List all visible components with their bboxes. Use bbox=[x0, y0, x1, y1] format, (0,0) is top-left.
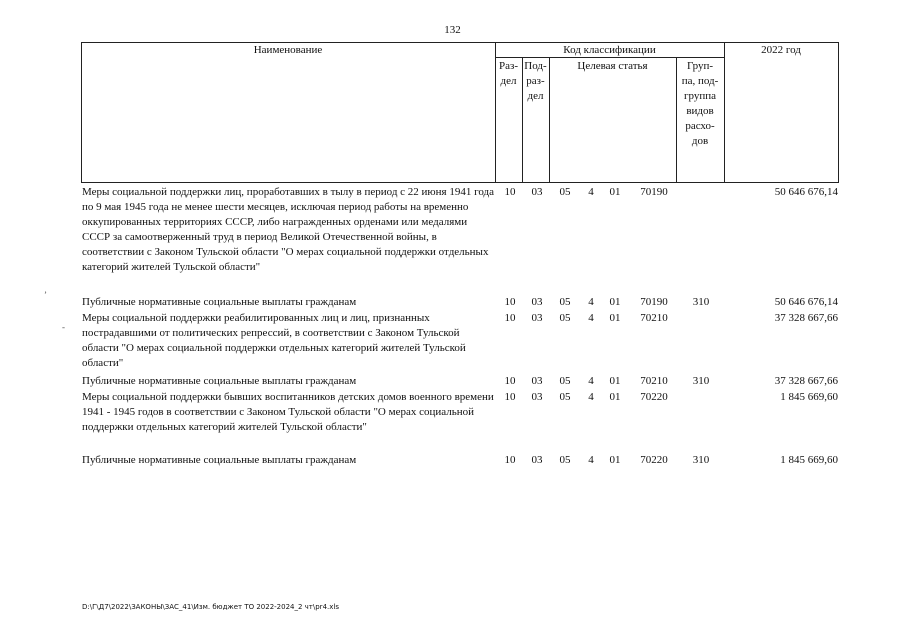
row-cs1: 05 bbox=[559, 391, 571, 403]
row-cs2: 4 bbox=[588, 454, 594, 466]
row-description: Публичные нормативные социальные выплаты гражданам bbox=[82, 296, 357, 308]
row-description: Публичные нормативные социальные выплаты гражданам bbox=[82, 375, 357, 387]
header-code: Код классификации bbox=[563, 44, 656, 56]
row-razdel: 10 bbox=[504, 312, 516, 324]
row-podrazdel: 03 bbox=[531, 391, 543, 403]
row-podrazdel: 03 bbox=[531, 186, 543, 198]
row-podrazdel: 03 bbox=[531, 296, 543, 308]
scan-mark: - bbox=[62, 322, 65, 332]
row-cs2: 4 bbox=[588, 375, 594, 387]
row-group: 310 bbox=[692, 296, 710, 308]
row-cs4: 70190 bbox=[640, 186, 668, 198]
row-razdel: 10 bbox=[504, 454, 516, 466]
row-group: 310 bbox=[692, 454, 710, 466]
page-number: 132 bbox=[444, 24, 461, 36]
row-cs3: 01 bbox=[609, 186, 621, 198]
row-podrazdel: 03 bbox=[531, 375, 543, 387]
row-cs3: 01 bbox=[609, 391, 621, 403]
row-cs3: 01 bbox=[609, 312, 621, 324]
header-year: 2022 год bbox=[761, 44, 801, 56]
header-group: Груп- па, под- группа видов расхо- дов bbox=[681, 60, 719, 147]
row-amount: 1 845 669,60 bbox=[780, 454, 838, 466]
row-cs3: 01 bbox=[609, 375, 621, 387]
row-cs1: 05 bbox=[559, 375, 571, 387]
row-razdel: 10 bbox=[504, 296, 516, 308]
header-name: Наименование bbox=[253, 44, 323, 56]
row-cs2: 4 bbox=[588, 186, 594, 198]
row-cs2: 4 bbox=[588, 296, 594, 308]
row-description: Публичные нормативные социальные выплаты гражданам bbox=[82, 454, 357, 466]
row-podrazdel: 03 bbox=[531, 312, 543, 324]
row-description: Меры социальной поддержки бывших воспитанников детских домов военного времени 1941 - 1945 годов в соответствии с Законом Тульской области "О мерах социальной поддержки отдельных категорий жителей Тульской области" bbox=[82, 391, 494, 433]
row-cs4: 70190 bbox=[640, 296, 668, 308]
row-cs4: 70210 bbox=[640, 312, 668, 324]
row-amount: 50 646 676,14 bbox=[774, 296, 838, 308]
row-cs4: 70210 bbox=[640, 375, 668, 387]
row-description: Меры социальной поддержки реабилитированных лиц и лиц, признанных пострадавшими от политических репрессий, в соответствии с Законом Тульской области "О мерах социальной поддержки отдельных категорий жителей Тульской области" bbox=[82, 312, 466, 369]
row-amount: 37 328 667,66 bbox=[774, 375, 838, 387]
file-path-footer: D:\Г\Д7\2022\ЗАКОНЫ\ЗАС_41\Изм. бюджет ТО 2022-2024_2 чт\pr4.xls bbox=[82, 603, 339, 611]
row-razdel: 10 bbox=[504, 186, 516, 198]
row-cs2: 4 bbox=[588, 391, 594, 403]
scan-mark: ’ bbox=[44, 290, 47, 300]
row-amount: 37 328 667,66 bbox=[774, 312, 838, 324]
row-cs3: 01 bbox=[609, 296, 621, 308]
row-group: 310 bbox=[692, 375, 710, 387]
row-razdel: 10 bbox=[504, 391, 516, 403]
header-section: Раз- дел bbox=[498, 60, 518, 87]
row-cs1: 05 bbox=[559, 186, 571, 198]
row-amount: 50 646 676,14 bbox=[774, 186, 838, 198]
row-cs3: 01 bbox=[609, 454, 621, 466]
row-description: Меры социальной поддержки лиц, проработавших в тылу в период с 22 июня 1941 года по 9 мая 1945 года не менее шести месяцев, исключая период работы на временно оккупированных территориях СССР, либо награжденных орденами или медалями СССР за самоотверженный труд в период Великой Отечественной войны, в соответствии с Законом Тульской области "О мерах социальной поддержки отдельных категорий жителей Тульской области" bbox=[82, 186, 495, 273]
header-subsection: Под- раз- дел bbox=[524, 60, 547, 102]
row-cs1: 05 bbox=[559, 454, 571, 466]
row-amount: 1 845 669,60 bbox=[780, 391, 838, 403]
row-cs2: 4 bbox=[588, 312, 594, 324]
row-cs1: 05 bbox=[559, 312, 571, 324]
header-target-article: Целевая статья bbox=[577, 60, 648, 72]
row-razdel: 10 bbox=[504, 375, 516, 387]
row-podrazdel: 03 bbox=[531, 454, 543, 466]
row-cs4: 70220 bbox=[640, 391, 668, 403]
row-cs4: 70220 bbox=[640, 454, 668, 466]
row-cs1: 05 bbox=[559, 296, 571, 308]
